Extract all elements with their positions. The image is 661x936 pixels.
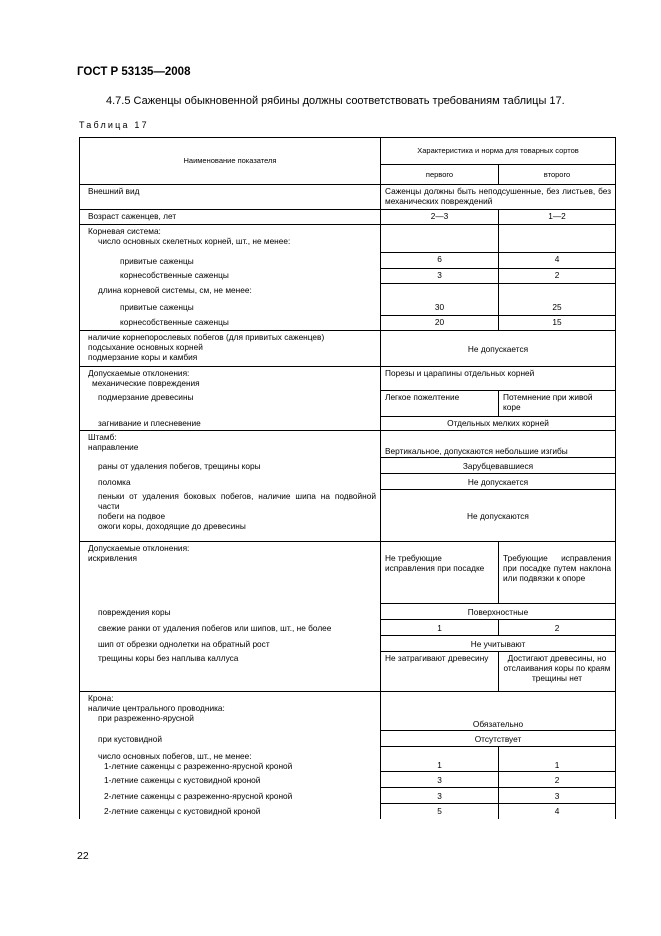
row-value-first: 6 [381,253,499,269]
table-row [80,458,616,474]
row-label: корнесобственные саженцы [80,316,381,331]
header-group: Характеристика и норма для товарных сортов [381,138,616,165]
row-value: Не допускаются [381,490,616,542]
row-label: при разреженно-ярусной [98,713,194,723]
row-value-second: Требующие исправления при посадке путем наклона или подвязки к опоре [499,542,616,604]
row-label: повреждения коры [80,604,381,620]
table-row [80,636,616,652]
row-subgroup-title: число основных побегов, шт., не менее: [98,750,252,761]
document-code: ГОСТ Р 53135—2008 [77,66,191,78]
row-value-first: 2—3 [381,210,499,225]
row-value-first: Легкое пожелтение [381,391,499,417]
row-value: Отсутствует [381,731,616,747]
table-row [80,804,616,819]
row-value: Зарубцевавшиеся [381,458,616,474]
row-group-title: Крона: [88,693,114,703]
row-value: Поверхностные [381,604,616,620]
table-row [80,490,616,542]
table-row [80,367,616,391]
table-row [80,391,616,417]
table-row [80,692,616,731]
row-label: загнивание и плесневение [80,417,381,431]
row-value-first: 20 [381,316,499,331]
header-name-column: Наименование показателя [80,138,381,185]
row-value: Не учитывают [381,636,616,652]
table-row [80,731,616,747]
row-group-title: Допускаемые отклонения: [88,543,190,553]
row-label: шип от обрезки однолетки на обратный рост [80,636,381,652]
row-label: искривления [88,553,138,563]
row-value-first: 3 [381,788,499,804]
row-label: Возраст саженцев, лет [80,210,381,225]
row-label: привитые саженцы [80,301,381,316]
row-value-first: 3 [381,269,499,284]
table-row [80,269,616,284]
row-label: раны от удаления побегов, трещины коры [80,458,381,474]
row-label: побеги на подвое [98,510,166,521]
row-value-second: 15 [499,316,616,331]
header-first-grade: первого [381,165,499,185]
row-label: направление [88,442,139,452]
table-row [80,301,616,316]
page-number: 22 [77,850,89,862]
table-row [80,431,616,458]
row-subgroup-title: длина корневой системы, см, не менее: [80,284,381,301]
row-value: Отдельных мелких корней [381,417,616,431]
row-subgroup-title: число основных скелетных корней, шт., не менее: [98,236,291,246]
table-row [80,542,616,604]
row-value-first: 3 [381,772,499,788]
row-value: Порезы и царапины отдельных корней [381,367,616,391]
table-row [80,417,616,431]
requirements-table [79,137,616,819]
row-value-second: 2 [499,620,616,636]
row-label: подмерзание древесины [80,391,381,417]
row-label: пеньки от удаления боковых побегов, наличие шипа на подвойной части [98,490,376,511]
row-value: Не допускается [381,474,616,490]
table-row [80,474,616,490]
row-label: привитые саженцы [80,253,381,269]
row-group-title: Штамб: [88,432,117,442]
row-value-second: 2 [499,269,616,284]
table-row [80,331,616,367]
row-value-second: 4 [499,253,616,269]
row-label: наличие корнепорослевых побегов (для привитых саженцев) [88,332,325,342]
row-label: механические повреждения [92,378,200,388]
row-subgroup-title: наличие центрального проводника: [88,703,225,713]
header-second-grade: второго [499,165,616,185]
row-label: Внешний вид [80,185,381,210]
table-row [80,225,616,253]
row-value-second: 25 [499,301,616,316]
row-label: свежие ранки от удаления побегов или шипов, шт., не более [80,620,381,636]
table-row [80,210,616,225]
table-row [80,747,616,772]
table-row [80,604,616,620]
row-value: Вертикальное, допускаются небольшие изгибы [381,431,616,458]
table-row [80,253,616,269]
row-value-first: 1 [381,747,499,772]
table-row [80,185,616,210]
row-value-second: 1—2 [499,210,616,225]
row-value-second: Достигают древесины, но отслаивания коры по краям трещины нет [499,652,616,692]
row-value: Саженцы должны быть неподсушенные, без листьев, без механических повреждений [381,185,616,210]
row-value-first: Не требующие исправления при посадке [381,542,499,604]
row-group-title: Корневая система: [88,226,161,236]
row-group-title: Допускаемые отклонения: [88,368,190,378]
table-row [80,620,616,636]
row-label: 2-летние саженцы с кустовидной кроной [80,804,381,819]
row-value-second: 4 [499,804,616,819]
row-label: при кустовидной [80,731,381,747]
row-value-second: 1 [499,747,616,772]
table-caption: Таблица 17 [79,120,149,130]
row-label: 2-летние саженцы с разреженно-ярусной кроной [80,788,381,804]
table-row [80,652,616,692]
row-value-first: 5 [381,804,499,819]
row-label: 1-летние саженцы с разреженно-ярусной кроной [104,760,293,771]
row-label: подмерзание коры и камбия [88,352,198,362]
table-row [80,788,616,804]
row-value-second: Потемнение при живой коре [499,391,616,417]
table-row [80,284,616,301]
row-value-second: 3 [499,788,616,804]
row-label: ожоги коры, доходящие до древесины [98,520,246,531]
intro-paragraph: 4.7.5 Саженцы обыкновенной рябины должны соответствовать требованиям таблицы 17. [106,95,565,107]
row-value: Не допускается [381,331,616,367]
row-label: корнесобственные саженцы [80,269,381,284]
table-header-row [80,138,616,165]
row-label: трещины коры без наплыва каллуса [80,652,381,692]
row-value-first: 1 [381,620,499,636]
row-value-first: 30 [381,301,499,316]
row-value-second: 2 [499,772,616,788]
row-label: 1-летние саженцы с кустовидной кроной [80,772,381,788]
table-row [80,316,616,331]
row-value-first: Не затрагивают древесину [381,652,499,692]
row-value: Обязательно [381,692,616,731]
row-label: подсыхание основных корней [88,342,203,352]
table-row [80,772,616,788]
row-label: поломка [80,474,381,490]
